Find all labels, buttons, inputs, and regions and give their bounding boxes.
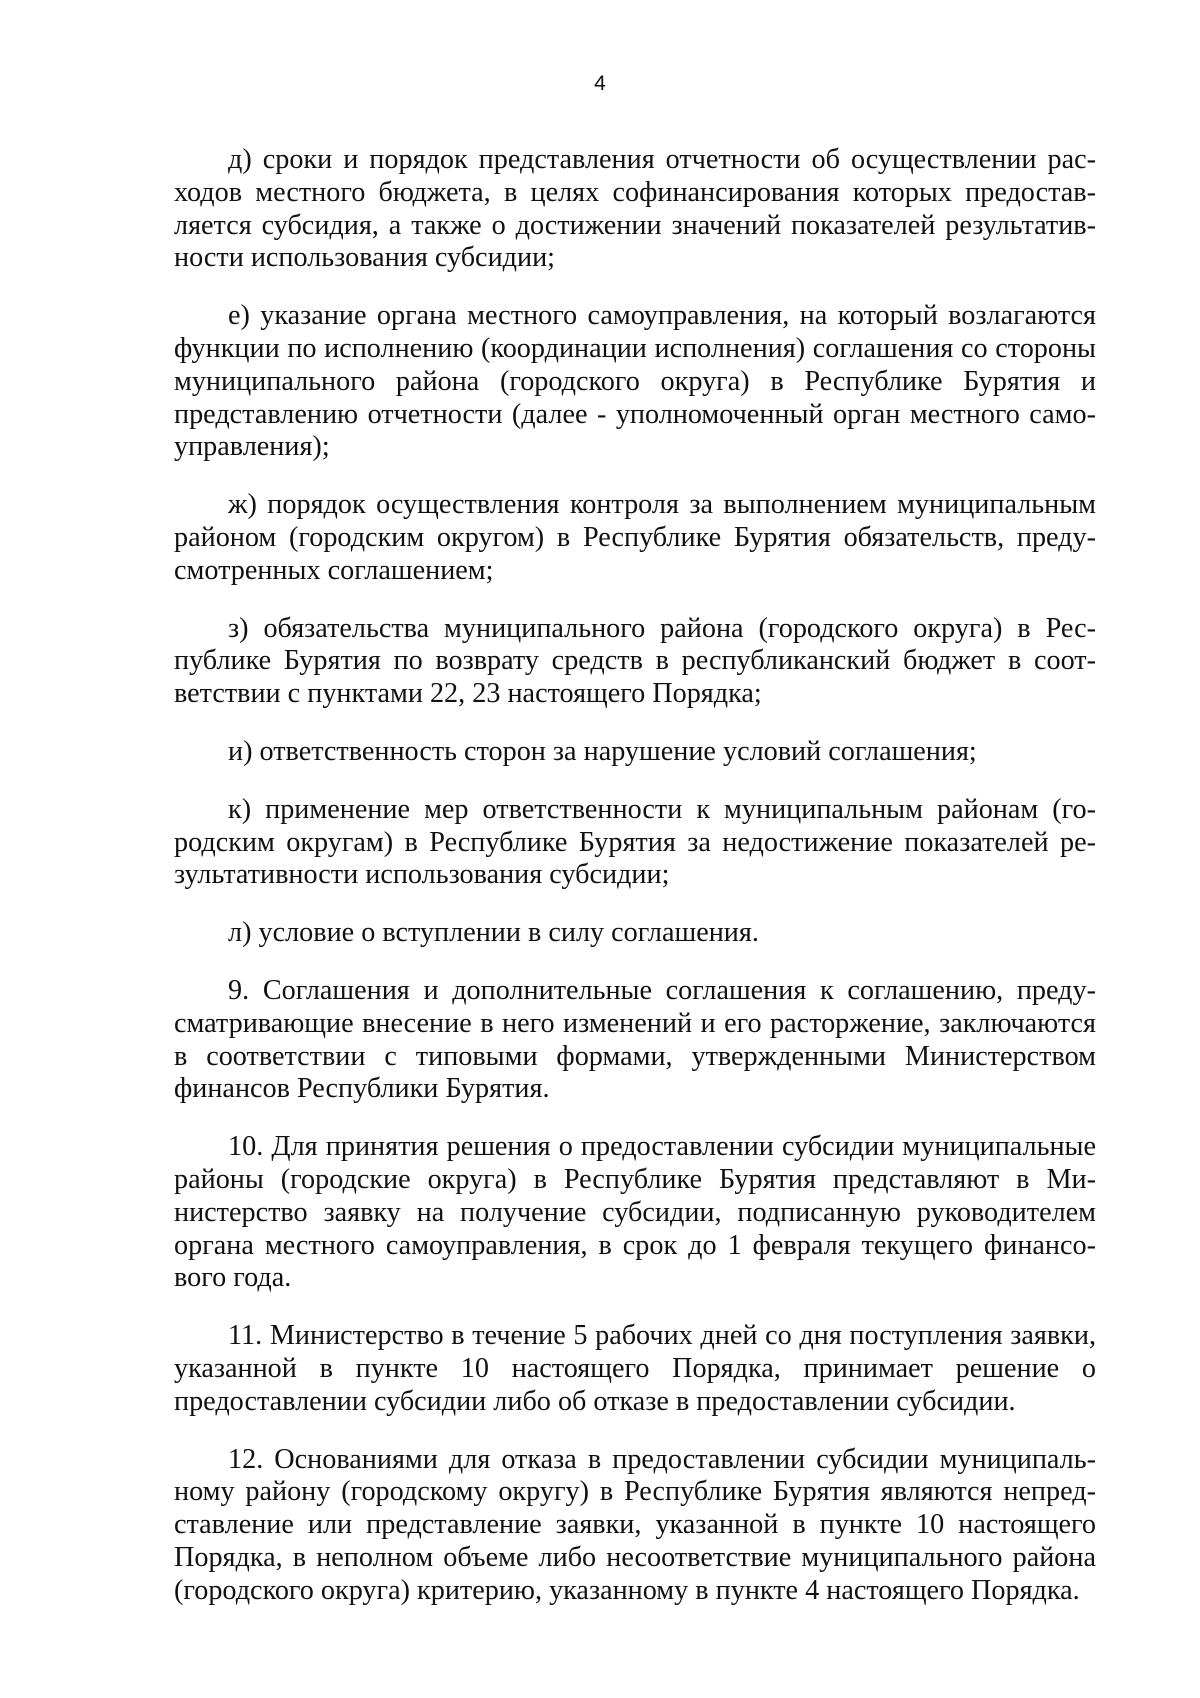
paragraph-zh-control: ж) порядок осуществления контроля за выполнением муниципальным районом (городским округом) в Республике Бурятия обязательств, предусмотренных соглашением;: [174, 489, 1096, 586]
paragraph-z-obligations: з) обязательства муниципального района (городского округа) в Республике Бурятия по возврату средств в республиканский бюджет в соответствии с пунктами 22, 23 настоящего Порядка;: [174, 612, 1096, 710]
paragraph-10-application: 10. Для принятия решения о предоставлении субсидии муниципальные районы (городские округа) в Республике Бурятия представляют в Министерство заявку на получение субсидии, подписанную руководителем органа местного самоуправления, в срок до 1 февраля текущего финансового года.: [174, 1131, 1096, 1294]
paragraph-i-liability: и) ответственность сторон за нарушение условий соглашения;: [228, 735, 977, 767]
paragraph-k-measures: к) применение мер ответственности к муниципальным районам (городским округам) в Республике Бурятия за недостижение показателей результативности использования субсидии;: [174, 793, 1096, 891]
paragraph-9-agreements: 9. Соглашения и дополнительные соглашения к соглашению, предусматривающие внесение в него изменений и его расторжение, заключаются в соответствии с типовыми формами, утвержденными Министерством финансов Республики Бурятия.: [174, 974, 1096, 1105]
paragraph-e-authorized-body: е) указание органа местного самоуправления, на который возлагаются функции по исполнению (координации исполнения) соглашения со стороны муниципального района (городского округа) в Республике Бурятия и представлению отчетности (далее - уполномоченный орган местного самоуправления);: [174, 300, 1096, 463]
page-number: 4: [594, 72, 606, 95]
paragraph-11-decision: 11. Министерство в течение 5 рабочих дней со дня поступления заявки, указанной в пункте 10 настоящего Порядка, принимает решение о предоставлении субсидии либо об отказе в предоставлении субсидии.: [174, 1320, 1096, 1417]
paragraph-12-refusal-grounds: 12. Основаниями для отказа в предоставлении субсидии муниципальному району (городскому округу) в Республике Бурятия являются непредставление или представление заявки, указанной в пункте 10 настоящего Порядка, в неполном объеме либо несоответствие муниципального района (городского округа) критерию, указанному в пункте 4 настоящего Порядка.: [174, 1443, 1096, 1606]
document-body: [174, 144, 1096, 1632]
paragraph-l-entry-into-force: л) условие о вступлении в силу соглашения.: [228, 917, 759, 949]
paragraph-d-reporting: д) сроки и порядок представления отчетности об осуществлении расходов местного бюджета, в целях софинансирования которых предоставляется субсидия, а также о достижении значений показателей результативности использования субсидии;: [174, 144, 1096, 274]
